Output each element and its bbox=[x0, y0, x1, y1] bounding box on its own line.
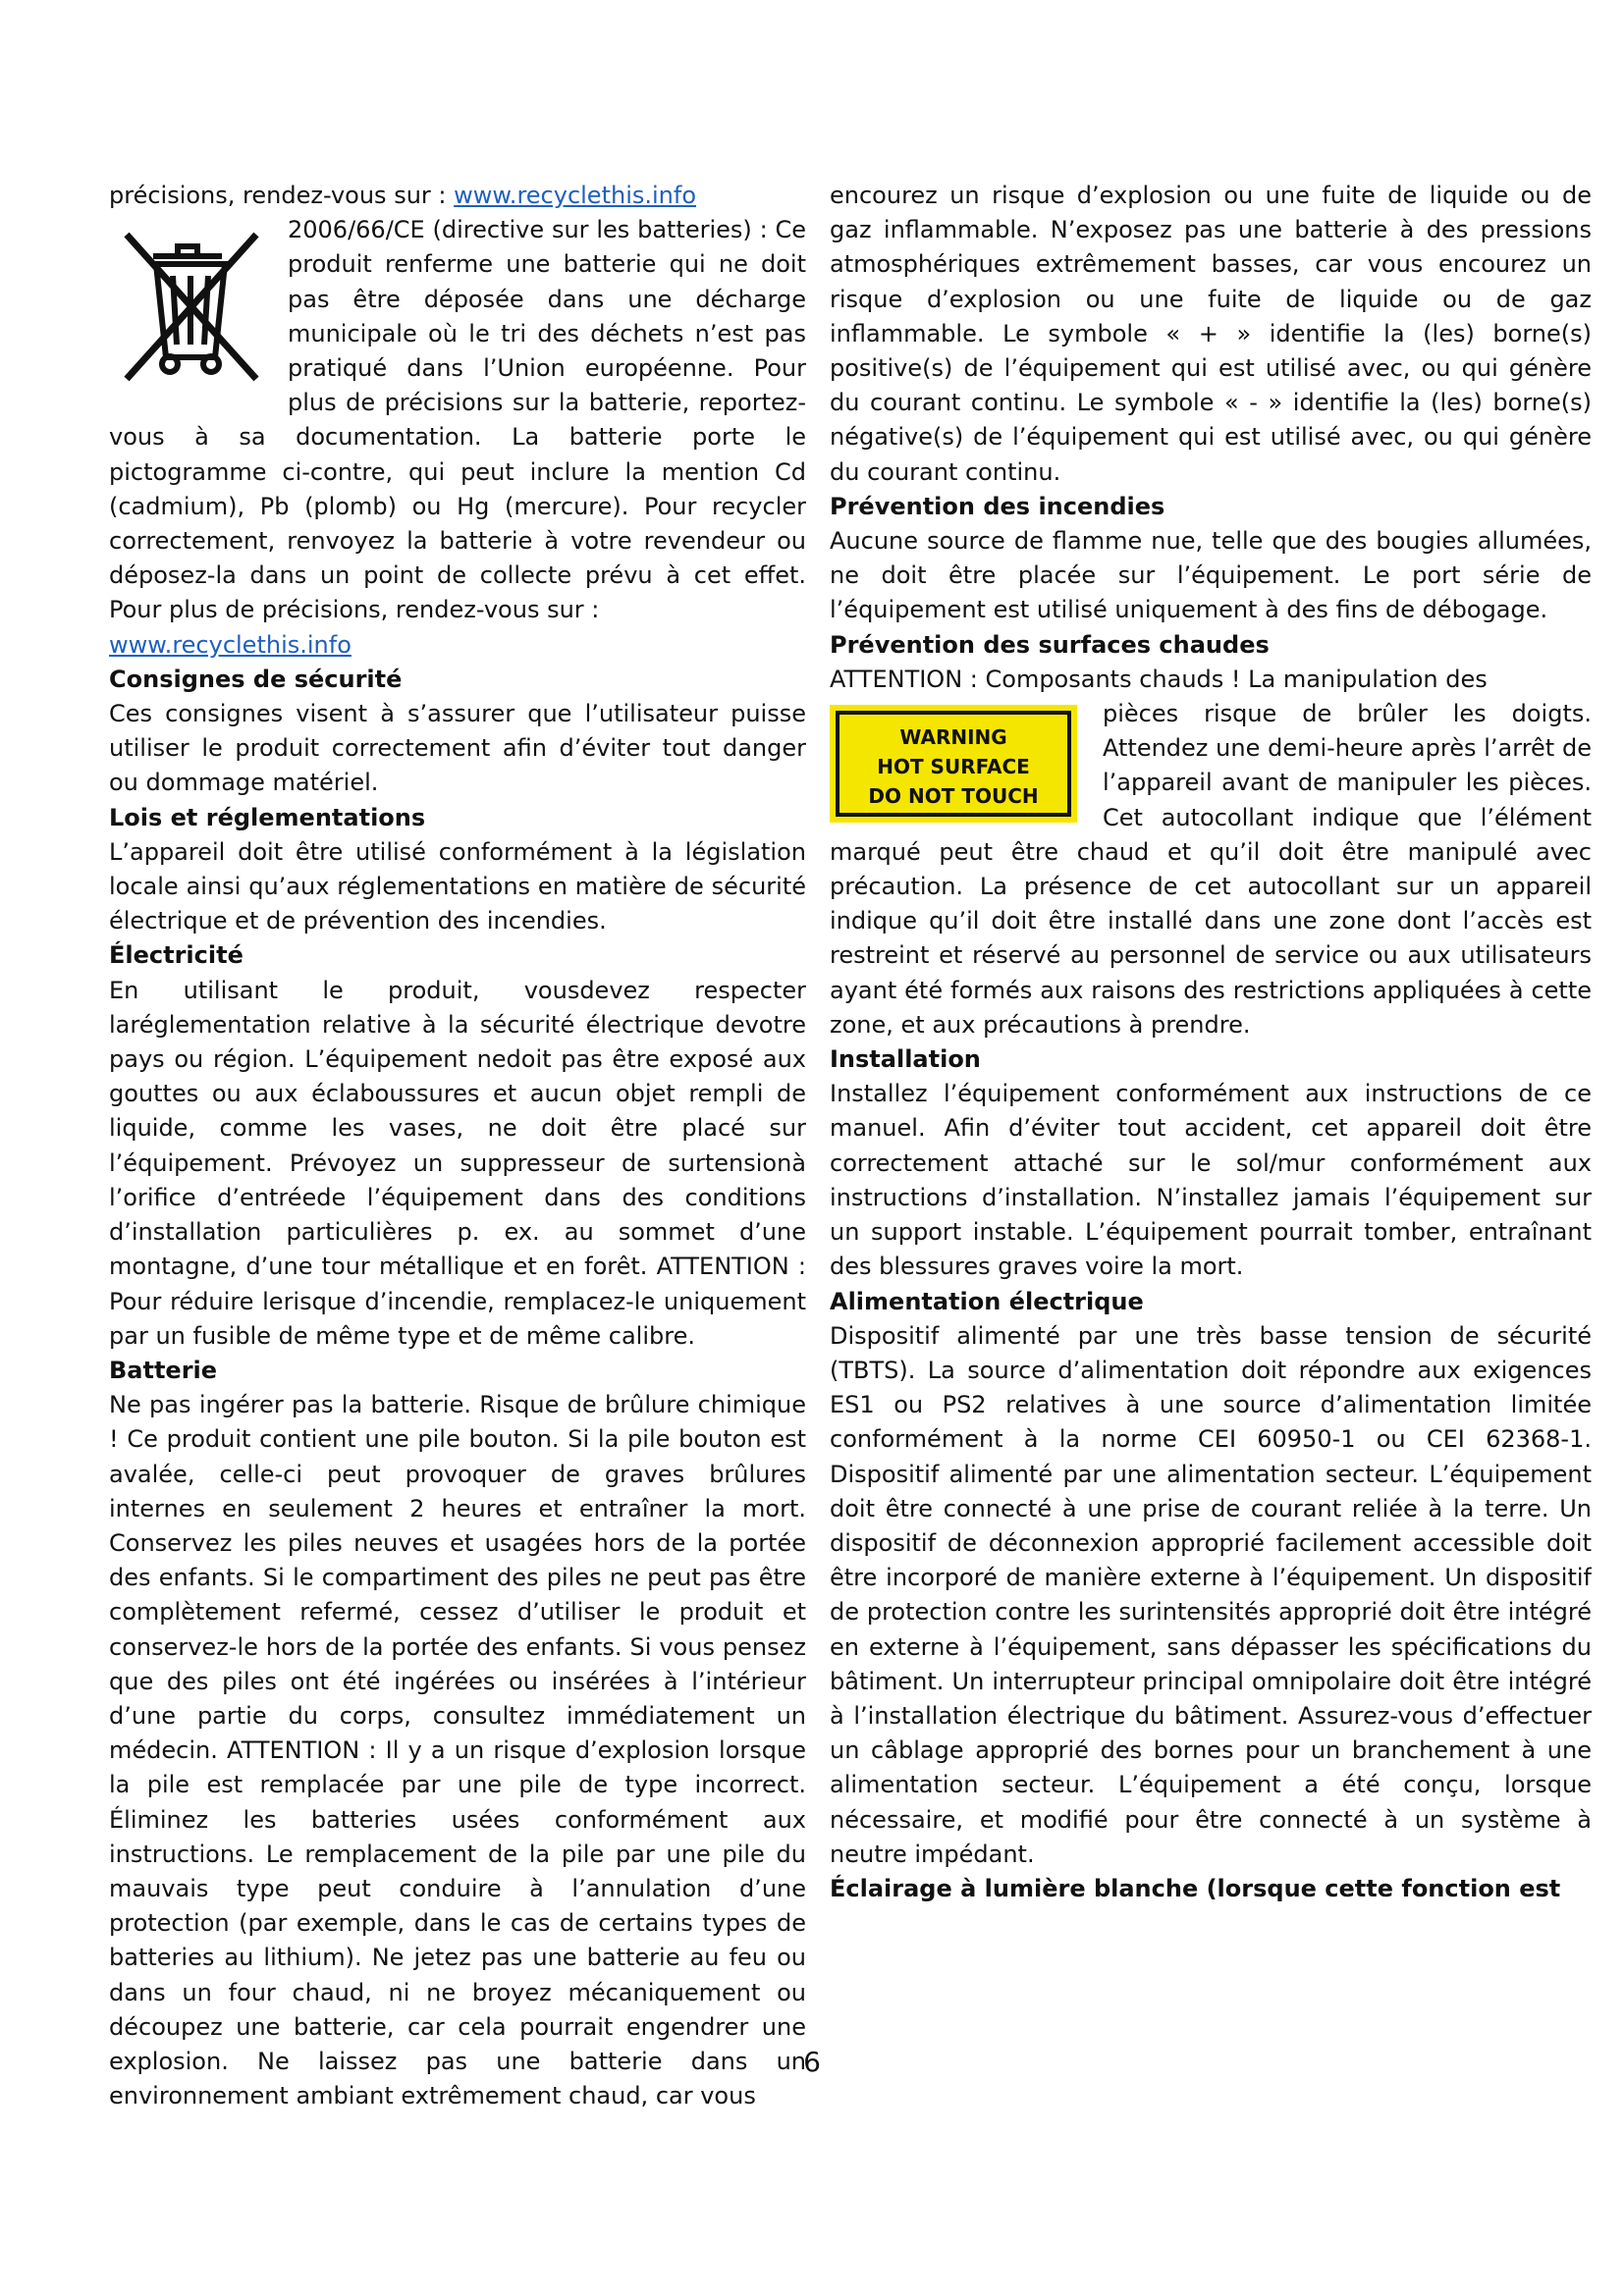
power-paragraph: Dispositif alimenté par une très basse tension de sécurité (TBTS). La source d’alimentation doit répondre aux exigences ES1 ou PS2 relatives à une source d’alimentation limitée conformément à la norme CEI 60950-1 ou CEI 62368-1. Dispositif alimenté par une alimentation secteur. L’équipement doit être connecté à une prise de courant reliée à la terre. Un dispositif de déconnexion approprié facilement accessible doit être incorporé de manière externe à l’équipement. Un dispositif de protection contre les surintensités approprié doit être intégré en externe à l’équipement, sans dépasser les spécifications du bâtiment. Un interrupteur principal omnipolaire doit être intégré à l’installation électrique du bâtiment. Assurez-vous d’effectuer un câblage approprié des bornes pour un branchement à une alimentation secteur. L’équipement a été conçu, lorsque nécessaire, et modifié pour être connecté à un système à neutre impédant. bbox=[830, 1321, 1592, 1868]
text: précisions, rendez-vous sur : bbox=[109, 182, 455, 209]
left-column bbox=[109, 179, 806, 2113]
hot-paragraph: pièces risque de brûler les doigts. Attendez une demi-heure après l’arrêt de l’appareil avant de manipuler les pièces. Cet autocollant indique que l’élément marqué peut être chaud et qu’il doit être manipulé avec précaution. La présence de cet autocollant sur un appareil indique qu’il doit être installé dans une zone dont l’accès est restreint et réservé au personnel de service ou aux utilisateurs ayant été formés aux raisons des restrictions appliquées à cette zone, et aux précautions à prendre. bbox=[830, 700, 1592, 1039]
heading-power-supply: Alimentation électrique bbox=[830, 1287, 1144, 1315]
recycle-link[interactable]: www.recyclethis.info bbox=[109, 630, 352, 659]
heading-installation: Installation bbox=[830, 1045, 981, 1074]
paragraph bbox=[109, 179, 806, 213]
battery-paragraph: Ne pas ingérer pas la batterie. Risque de brûlure chimique ! Ce produit contient une pile bouton. Si la pile bouton est avalée, celle-ci peut provoquer de graves brûlures internes en seulement 2 heures et entraîner la mort. Conservez les piles neuves et usagées hors de la portée des enfants. Si le compartiment des piles ne peut pas être complètement refermé, cessez d’utiliser le produit et conservez-le hors de la portée des enfants. Si vous pensez que des piles ont été ingérées ou insérées à l’intérieur d’une partie du corps, consultez immédiatement un médecin. ATTENTION : Il y a un risque d’explosion lorsque la pile est remplacée par une pile de type incorrect. Éliminez les batteries usées conformément aux instructions. Le remplacement de la pile par une pile du mauvais type peut conduire à l’annulation d’une protection (par exemple, dans le cas de certains types de batteries au lithium). Ne jetez pas une batterie au feu ou dans un four chaud, ni ne broyez mécaniquement ou découpez une batterie, car cela pourrait engendrer une explosion. Ne laissez pas une batterie dans un environnement ambiant extrêmement chaud, car vous bbox=[109, 1391, 806, 2110]
heading-fire-prevention: Prévention des incendies bbox=[830, 492, 1165, 520]
battery-continued-paragraph: encourez un risque d’explosion ou une fuite de liquide ou de gaz inflammable. N’exposez pas une batterie à des pressions atmosphériques extrêmement basses, car vous encourez un risque d’explosion ou une fuite de liquide ou de gaz inflammable. Le symbole « + » identifie la (les) borne(s) positive(s) de l’équipement qui est utilisé avec, ou qui génère du courant continu. Le symbole « - » identifie la (les) borne(s) négative(s) de l’équipement qui est utilisé avec, ou qui génère du courant continu. bbox=[830, 182, 1592, 486]
battery-directive-paragraph: 2006/66/CE (directive sur les batteries) : Ce produit renferme une batterie qui ne doit pas être déposée dans une décharge municipale où le tri des déchets n’est pas pratiqué dans l’Union européenne. Pour plus de précisions sur la batterie, reportez-vous à sa documentation. La batterie porte le pictogramme ci-contre, qui peut inclure la mention Cd (cadmium), Pb (plomb) ou Hg (mercure). Pour recycler correctement, renvoyez la batterie à votre revendeur ou déposez-la dans un point de collecte prévu à cet effet. Pour plus de précisions, rendez-vous sur : bbox=[109, 216, 806, 624]
fire-paragraph: Aucune source de flamme nue, telle que des bougies allumées, ne doit être placée sur l’équipement. Le port série de l’équipement est utilisé uniquement à des fins de débogage. bbox=[830, 527, 1592, 624]
warning-line: DO NOT TOUCH bbox=[868, 784, 1039, 809]
electricity-paragraph: En utilisant le produit, vousdevez respecter laréglementation relative à la sécurité électrique devotre pays ou région. L’équipement nedoit pas être exposé aux gouttes ou aux éclaboussures et aucun objet rempli de liquide, comme les vases, ne doit être placé sur l’équipement. Prévoyez un suppresseur de surtensionà l’orifice d’entréede l’équipement dans des conditions d’installation particulières p. ex. au sommet d’une montagne, d’une tour métallique et en forêt. ATTENTION : Pour réduire lerisque d’incendie, remplacez-le uniquement par un fusible de même type et de même calibre. bbox=[109, 976, 806, 1350]
heading-laws: Lois et réglementations bbox=[109, 803, 426, 831]
paragraph bbox=[109, 628, 806, 663]
heading-electricity: Électricité bbox=[109, 941, 244, 970]
recycle-link[interactable]: www.recyclethis.info bbox=[454, 182, 697, 209]
installation-paragraph: Installez l’équipement conformément aux instructions de ce manuel. Afin d’éviter tout accident, cet appareil doit être correctement attaché sur le sol/mur conformément aux instructions d’installation. N’installez jamais l’équipement sur un support instable. L’équipement pourrait tomber, entraînant des blessures graves voire la mort. bbox=[830, 1080, 1592, 1281]
hot-intro-paragraph: ATTENTION : Composants chauds ! La manipulation des bbox=[830, 665, 1488, 693]
warning-line: HOT SURFACE bbox=[877, 755, 1030, 779]
page-number: 6 bbox=[803, 2046, 821, 2078]
heading-white-light: Éclairage à lumière blanche (lorsque cette fonction est bbox=[830, 1874, 1561, 1902]
laws-paragraph: L’appareil doit être utilisé conformément à la législation locale ainsi qu’aux réglementations en matière de sécurité électrique et de prévention des incendies. bbox=[109, 837, 806, 935]
heading-safety: Consignes de sécurité bbox=[109, 665, 403, 693]
heading-hot-surface: Prévention des surfaces chaudes bbox=[830, 630, 1270, 659]
weee-crossed-bin-icon bbox=[109, 217, 272, 389]
heading-battery: Batterie bbox=[109, 1356, 218, 1384]
safety-paragraph: Ces consignes visent à s’assurer que l’utilisateur puisse utiliser le produit correctement afin d’éviter tout danger ou dommage matériel. bbox=[109, 700, 806, 797]
hot-surface-warning-label bbox=[830, 705, 1077, 823]
right-column bbox=[830, 179, 1592, 1906]
warning-line: WARNING bbox=[899, 725, 1007, 750]
